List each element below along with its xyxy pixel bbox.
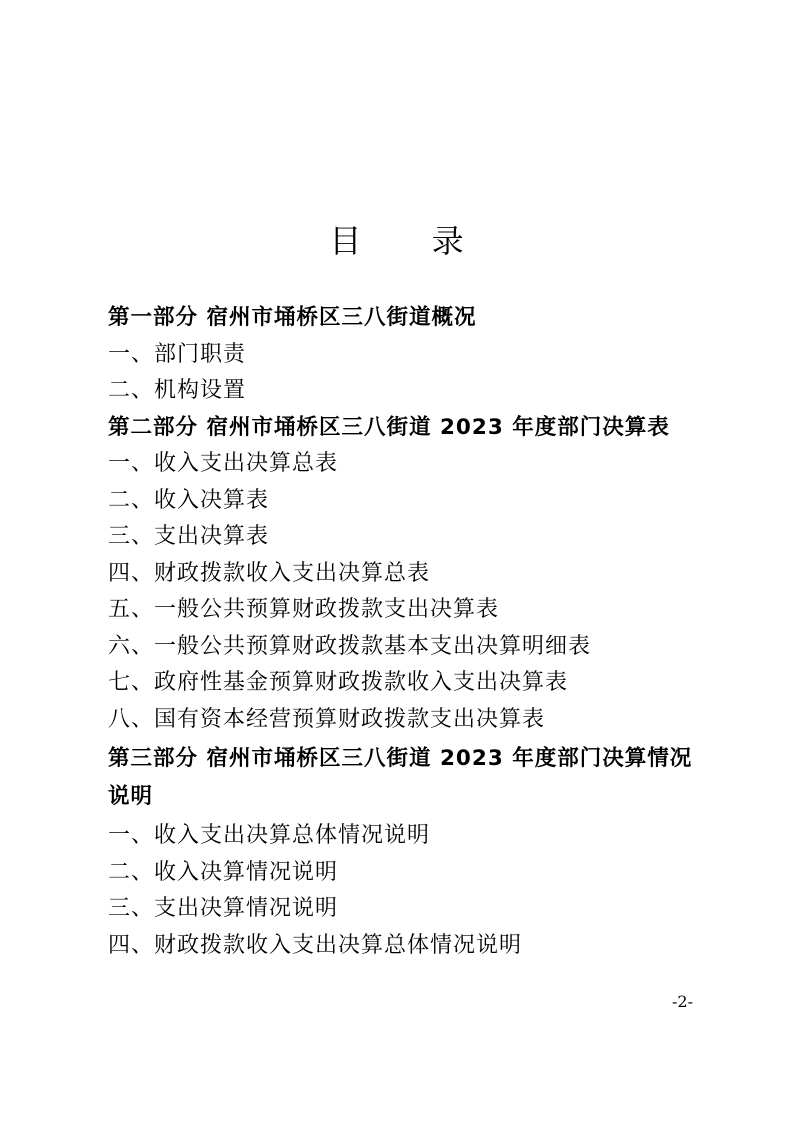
toc-item: 一、部门职责: [108, 341, 247, 367]
page-number: -2-: [672, 992, 693, 1011]
toc-item: 七、政府性基金预算财政拨款收入支出决算表: [108, 670, 569, 695]
toc-item: 三、支出决算情况说明: [108, 896, 339, 921]
toc-item: 一、收入支出决算总表: [108, 451, 339, 476]
toc-item: 二、收入决算表: [108, 487, 270, 513]
table-of-contents: [108, 300, 698, 964]
toc-item: 二、收入决算情况说明: [108, 859, 339, 885]
toc-item: 六、一般公共预算财政拨款基本支出决算明细表: [108, 633, 592, 659]
toc-item: 四、财政拨款收入支出决算总表: [108, 560, 431, 586]
toc-item: 五、一般公共预算财政拨款支出决算表: [108, 597, 500, 622]
toc-part-heading: 第二部分 宿州市埇桥区三八街道 2023 年度部门决算表: [108, 414, 670, 440]
toc-item: 八、国有资本经营预算财政拨款支出决算表: [108, 706, 546, 732]
toc-item: 一、收入支出决算总体情况说明: [108, 823, 431, 848]
page-title: 目 录: [329, 222, 494, 260]
toc-item: 四、财政拨款收入支出决算总体情况说明: [108, 932, 523, 958]
toc-item: 二、机构设置: [108, 378, 247, 403]
toc-part-heading: 第三部分 宿州市埇桥区三八街道 2023 年度部门决算情况说明: [108, 746, 693, 809]
toc-item: 三、支出决算表: [108, 524, 270, 549]
toc-part-heading: 第一部分 宿州市埇桥区三八街道概况: [108, 305, 477, 330]
